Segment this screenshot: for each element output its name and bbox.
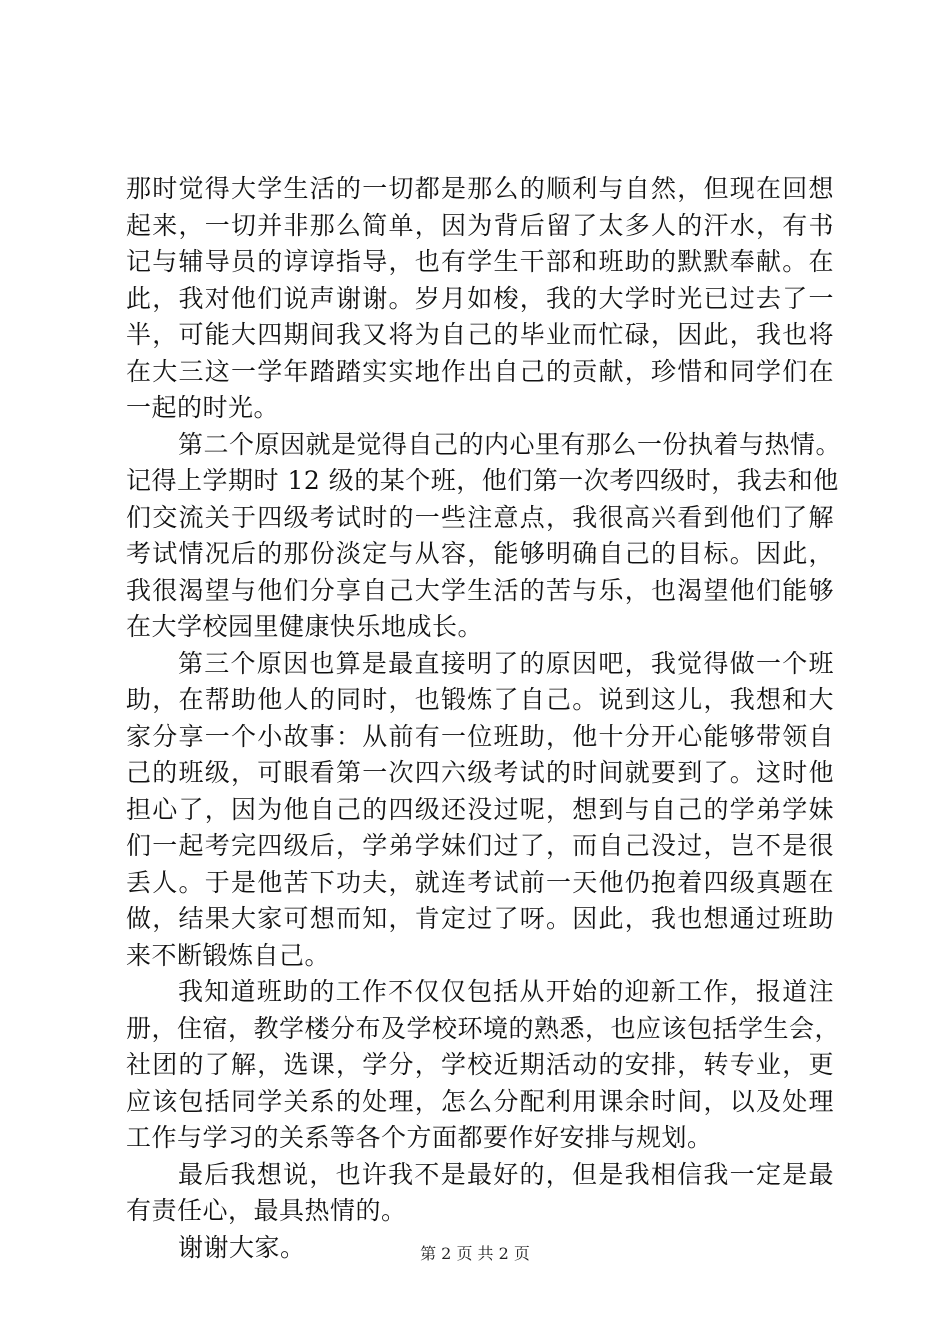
text-line: 记与辅导员的谆谆指导，也有学生干部和班助的默默奉献。在	[126, 247, 834, 276]
text-line: 担心了，因为他自己的四级还没过呢，想到与自己的学弟学妹	[126, 794, 834, 824]
text-line: 记得上学期时 12 级的某个班，他们第一次考四级时，我去和他	[126, 466, 839, 495]
paragraph	[126, 1157, 834, 1230]
text-line: 半，可能大四期间我又将为自己的毕业而忙碌，因此，我也将	[126, 320, 834, 349]
text-line: 第二个原因就是觉得自己的内心里有那么一份执着与热情。	[178, 429, 842, 459]
text-line: 在大学校园里健康快乐地成长。	[126, 612, 484, 641]
text-line: 起来，一切并非那么简单，因为背后留了太多人的汗水，有书	[126, 210, 834, 240]
text-line: 那时觉得大学生活的一切都是那么的顺利与自然，但现在回想	[126, 174, 834, 203]
text-line: 有责任心，最具热情的。	[126, 1196, 407, 1225]
text-line: 己的班级，可眼看第一次四六级考试的时间就要到了。这时他	[126, 758, 834, 787]
text-line: 家分享一个小故事：从前有一位班助，他十分开心能够带领自	[126, 721, 834, 751]
text-line: 最后我想说，也许我不是最好的，但是我相信我一定是最	[178, 1159, 834, 1189]
text-line: 册，住宿，教学楼分布及学校环境的熟悉，也应该包括学生会，	[126, 1013, 841, 1043]
paragraph	[126, 427, 842, 646]
text-line: 在大三这一学年踏踏实实地作出自己的贡献，珍惜和同学们在	[126, 356, 834, 386]
paragraph	[126, 974, 841, 1157]
text-line: 应该包括同学关系的处理，怎么分配利用课余时间，以及处理	[126, 1086, 834, 1116]
text-line: 考试情况后的那份淡定与从容，能够明确自己的目标。因此，	[126, 539, 834, 568]
text-line: 一起的时光。	[126, 393, 280, 422]
text-line: 我很渴望与他们分享自己大学生活的苦与乐，也渴望他们能够	[126, 575, 834, 605]
paragraph	[126, 171, 834, 427]
page-footer: 第 2 页 共 2 页	[420, 1244, 530, 1263]
text-line: 们交流关于四级考试时的一些注意点，我很高兴看到他们了解	[126, 502, 834, 532]
text-line: 们一起考完四级后，学弟学妹们过了，而自己没过，岂不是很	[126, 831, 834, 860]
text-line: 助，在帮助他人的同时，也锻炼了自己。说到这儿，我想和大	[126, 685, 834, 714]
paragraph	[126, 646, 834, 975]
text-line: 来不断锻炼自己。	[126, 940, 331, 970]
text-line: 做，结果大家可想而知，肯定过了呀。因此，我也想通过班助	[126, 904, 834, 933]
text-line: 第三个原因也算是最直接明了的原因吧，我觉得做一个班	[178, 648, 834, 678]
text-line: 谢谢大家。	[178, 1232, 306, 1262]
document-body	[126, 171, 842, 1266]
text-line: 社团的了解，选课，学分，学校近期活动的安排，转专业，更	[126, 1050, 834, 1079]
text-line: 丢人。于是他苦下功夫，就连考试前一天他仍抱着四级真题在	[126, 867, 834, 897]
text-line: 我知道班助的工作不仅仅包括从开始的迎新工作，报道注	[178, 977, 834, 1006]
text-line: 工作与学习的关系等各个方面都要作好安排与规划。	[126, 1123, 713, 1152]
text-line: 此，我对他们说声谢谢。岁月如梭，我的大学时光已过去了一	[126, 283, 834, 313]
